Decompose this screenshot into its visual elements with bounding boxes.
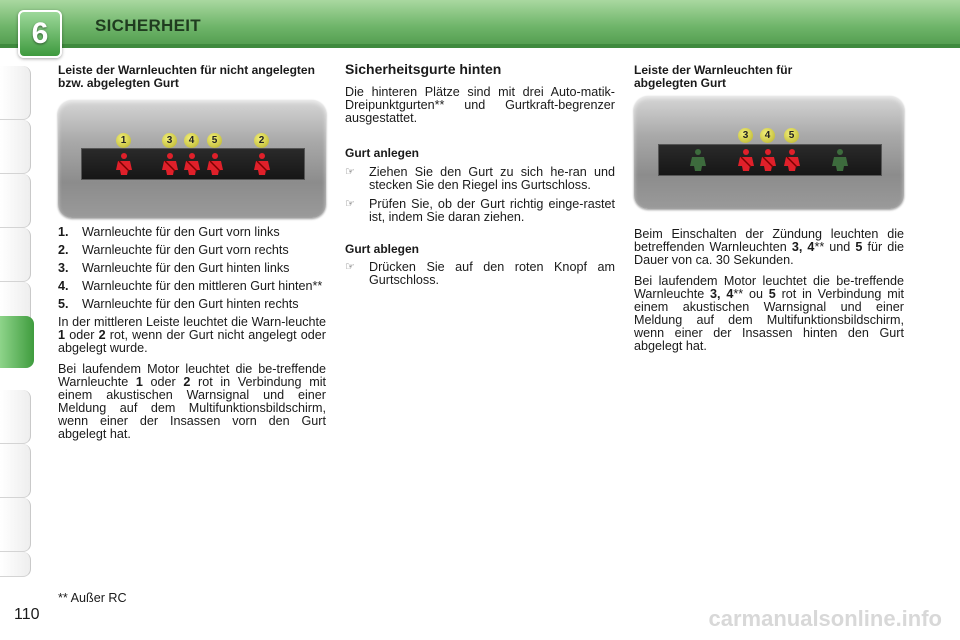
- list-text: Warnleuchte für den Gurt hinten rechts: [82, 297, 299, 311]
- chapter-tab-1[interactable]: [0, 66, 31, 120]
- chapter-tab-4[interactable]: [0, 228, 31, 282]
- list-item: [58, 244, 326, 257]
- right-column: [634, 64, 904, 89]
- seatbelt-warning-icon-3: [160, 152, 180, 176]
- text-run: rot in Verbindung mit einem akustischen Warnsignal und einer Meldung auf dem Multifunktionsbildschirm, wenn einer der Insassen hinten den Gurt abgelegt hat.: [634, 287, 904, 353]
- lamp-number-3: 3: [162, 133, 177, 148]
- chapter-tab-3[interactable]: [0, 174, 31, 228]
- right-paragraph-1: [634, 228, 904, 267]
- middle-column: [345, 63, 615, 293]
- lamp-number-5: 5: [784, 128, 799, 143]
- list-item: [58, 298, 326, 311]
- list-item: [345, 198, 615, 224]
- subsection-heading-fasten: Gurt anlegen: [345, 146, 420, 160]
- left-heading: Leiste der Warnleuchten für nicht angelegten bzw. abgelegten Gurt: [58, 63, 315, 90]
- text-run: In der mittleren Leiste leuchtet die Warn-leuchte: [58, 315, 326, 329]
- list-text: Prüfen Sie, ob der Gurt richtig einge-rastet ist, indem Sie daran ziehen.: [369, 196, 615, 224]
- section-title: Sicherheitsgurte hinten: [345, 61, 502, 77]
- seatbelt-warning-icon-2: [252, 152, 272, 176]
- pointing-hand-icon: ☞: [345, 165, 355, 178]
- chapter-tab-6-active[interactable]: [0, 316, 34, 368]
- list-number: 1.: [58, 225, 69, 239]
- list-text: Drücken Sie auf den roten Knopf am Gurtschloss.: [369, 260, 615, 287]
- lamp-number-3: 3: [738, 128, 753, 143]
- list-text: Warnleuchte für den mittleren Gurt hinten**: [82, 279, 323, 293]
- chapter-tab-8[interactable]: [0, 444, 31, 498]
- warning-lamp-list: [58, 226, 326, 311]
- chapter-tab-9[interactable]: [0, 498, 31, 552]
- text-run: ** und: [814, 240, 856, 254]
- fasten-steps: [345, 166, 615, 224]
- lamp-number-5: 5: [207, 133, 222, 148]
- watermark: carmanualsonline.info: [708, 606, 942, 631]
- list-number: 5.: [58, 297, 69, 311]
- header-underline: [0, 44, 960, 48]
- footnote: ** Außer RC: [58, 591, 127, 605]
- lamp-number-4: 4: [184, 133, 199, 148]
- lamp-number-2: 2: [254, 133, 269, 148]
- text-run-bold: 5: [768, 287, 776, 301]
- list-number: 3.: [58, 261, 69, 275]
- left-paragraph-1: [58, 316, 326, 355]
- chapter-badge[interactable]: 6: [18, 10, 62, 58]
- text-run: ** ou: [733, 287, 769, 301]
- text-run-bold: 3, 4: [710, 287, 734, 301]
- left-body: [58, 226, 326, 441]
- list-item: [58, 280, 326, 293]
- seatbelt-warning-icon-4: [758, 148, 778, 172]
- right-heading: Leiste der Warnleuchten für abgelegten Gurt: [634, 63, 793, 90]
- chapter-tab-2[interactable]: [0, 120, 31, 174]
- text-run: Bei laufendem Motor leuchtet die be-treffende Warnleuchte: [634, 274, 904, 301]
- left-paragraph-2: [58, 363, 326, 441]
- list-item: [58, 226, 326, 239]
- text-run-bold: 2: [98, 328, 106, 342]
- list-item: [58, 262, 326, 275]
- text-run-bold: 1: [58, 328, 66, 342]
- lamp-number-1: 1: [116, 133, 131, 148]
- unfasten-steps: [345, 261, 615, 287]
- text-run: rot, wenn der Gurt nicht angelegt oder abgelegt wurde.: [58, 328, 326, 355]
- text-run: oder: [142, 375, 184, 389]
- right-paragraph-2: [634, 275, 904, 353]
- text-run: Beim Einschalten der Zündung leuchten die betreffenden Warnleuchten: [634, 227, 904, 254]
- seatbelt-inactive-icon-right: [830, 148, 850, 172]
- page-number: 110: [14, 606, 40, 623]
- seatbelt-warning-icon-1: [114, 152, 134, 176]
- list-text: Ziehen Sie den Gurt zu sich he-ran und stecken Sie den Riegel ins Gurtschloss.: [369, 164, 615, 192]
- list-item: [345, 166, 615, 192]
- rear-warning-lamp-panel: [634, 96, 904, 209]
- chapter-tab-7[interactable]: [0, 390, 31, 444]
- list-number: 4.: [58, 279, 69, 293]
- front-warning-lamp-panel: [58, 100, 326, 218]
- chapter-tab-10[interactable]: [0, 552, 31, 577]
- text-run: Bei laufendem Motor leuchtet die be-treffende Warnleuchte: [58, 362, 326, 389]
- text-run: für die Dauer von ca. 30 Sekunden.: [634, 240, 905, 267]
- list-text: Warnleuchte für den Gurt hinten links: [82, 261, 290, 275]
- subsection-heading-unfasten: Gurt ablegen: [345, 241, 420, 256]
- pointing-hand-icon: ☞: [345, 197, 355, 210]
- intro-paragraph: Die hinteren Plätze sind mit drei Auto-matik-Dreipunktgurten** und Gurtkraft-begrenzer ausgestattet.: [345, 85, 615, 125]
- list-item: [345, 261, 615, 287]
- list-text: Warnleuchte für den Gurt vorn rechts: [82, 243, 289, 257]
- seatbelt-warning-icon-5: [782, 148, 802, 172]
- seatbelt-warning-icon-3: [736, 148, 756, 172]
- text-run-bold: 1: [135, 375, 143, 389]
- text-run-bold: 5: [855, 240, 863, 254]
- page-title: SICHERHEIT: [95, 16, 201, 35]
- left-column: [58, 64, 326, 89]
- text-run-bold: 2: [183, 375, 191, 389]
- text-run-bold: 3, 4: [791, 240, 815, 254]
- pointing-hand-icon: ☞: [345, 261, 355, 273]
- seatbelt-warning-icon-5: [205, 152, 225, 176]
- text-run: oder: [65, 328, 99, 342]
- lamp-number-4: 4: [760, 128, 775, 143]
- list-number: 2.: [58, 243, 69, 257]
- right-body: [634, 228, 904, 353]
- text-run: rot in Verbindung mit einem akustischen Warnsignal und einer Meldung auf dem Multifunktionsbildschirm, wenn einer der Insassen vorn den Gurt abgelegt hat.: [58, 375, 326, 441]
- seatbelt-inactive-icon-left: [688, 148, 708, 172]
- seatbelt-warning-icon-4: [182, 152, 202, 176]
- list-text: Warnleuchte für den Gurt vorn links: [82, 225, 280, 239]
